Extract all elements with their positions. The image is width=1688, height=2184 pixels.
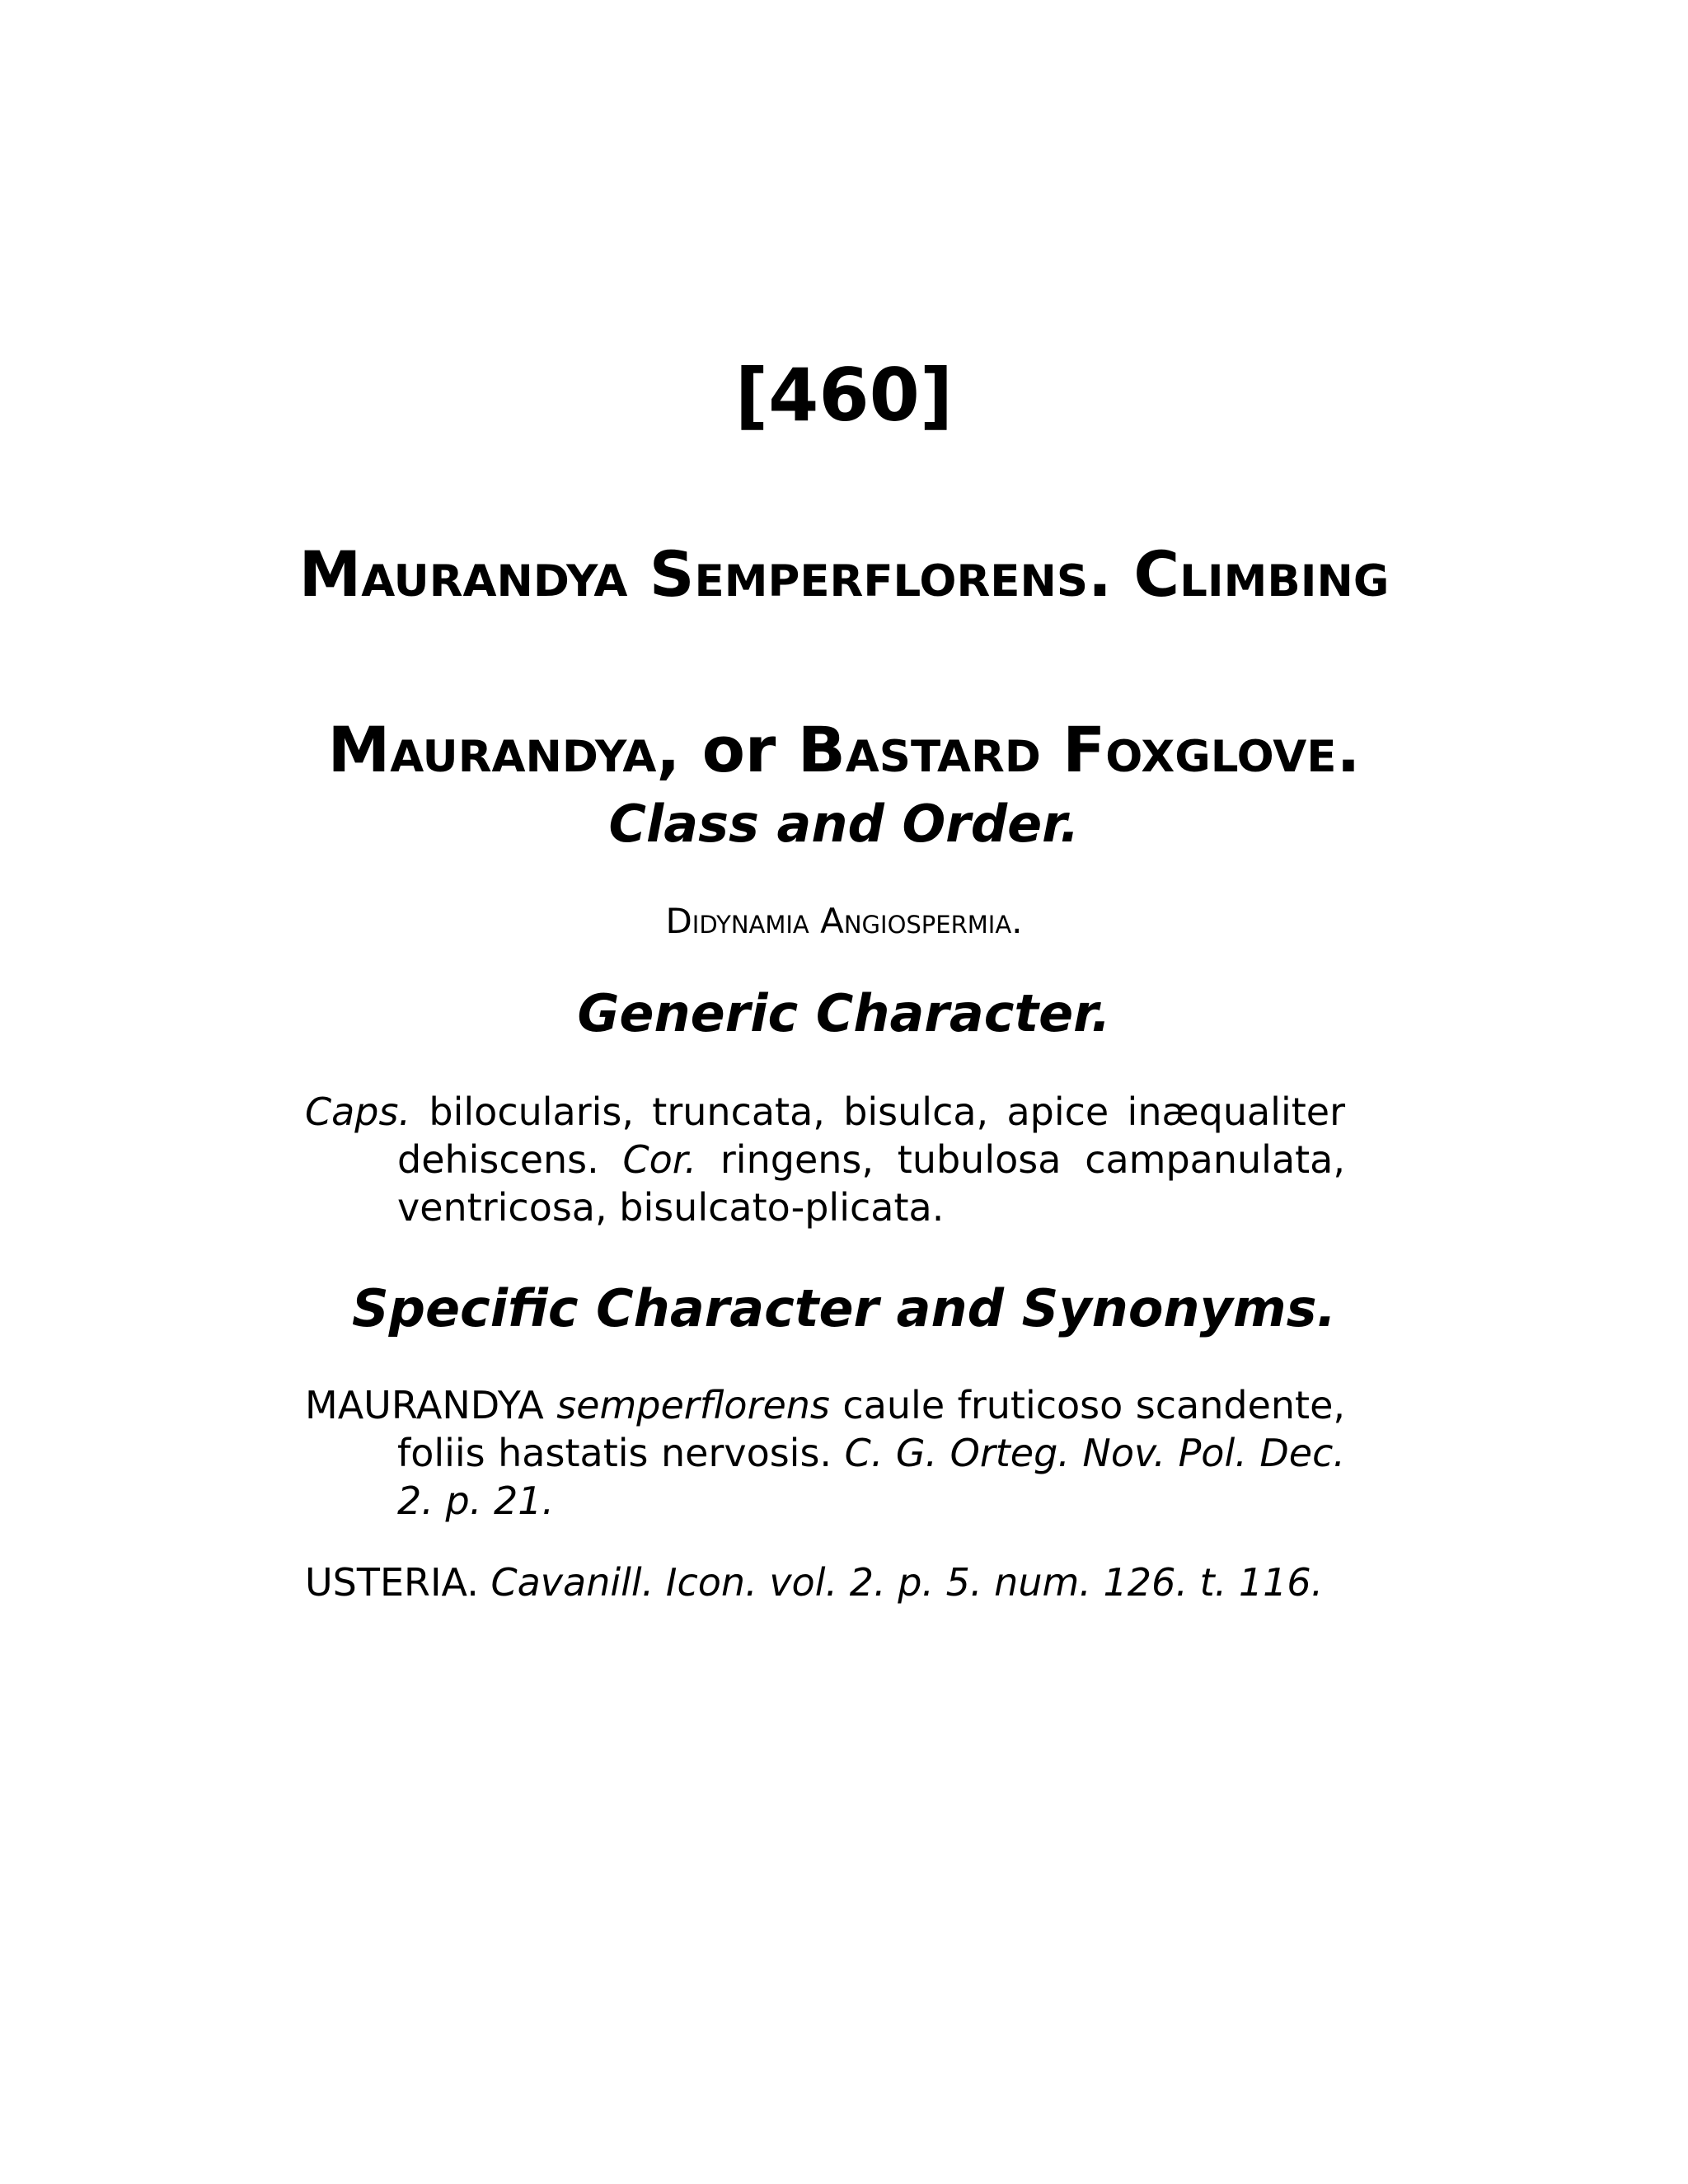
species-reference: C. G. Orteg. Nov. Pol. Dec. 2. p. 21.: [397, 1431, 1345, 1523]
caps-label: Caps.: [305, 1090, 411, 1134]
cor-text: ringens, tubulosa campanulata, ventricosa, bisulcato-plicata.: [397, 1137, 1345, 1230]
specific-character-heading: Specific Character and Synonyms.: [351, 1278, 1337, 1338]
species-name: semperflorens: [556, 1383, 830, 1427]
class-order-value: Didynamia Angiospermia.: [665, 901, 1023, 941]
synonym-reference: Cavanill. Icon. vol. 2. p. 5. num. 126. t. 116.: [490, 1560, 1324, 1605]
cor-label: Cor.: [622, 1137, 697, 1182]
synonym-text: [305, 1558, 1345, 1606]
title-line-2-part-1: Maurandya,: [327, 713, 702, 786]
generic-character-heading: Generic Character.: [577, 983, 1111, 1043]
generic-character-text: [305, 1088, 1345, 1231]
genus-name: MAURANDYA: [305, 1383, 557, 1427]
species-description: caule fruticoso scandente, foliis hastatis nervosis.: [397, 1383, 1345, 1475]
title-line-1: Maurandya Semperflorens. Climbing: [298, 537, 1390, 611]
page-number: [460]: [734, 353, 954, 438]
title-or: or: [701, 713, 776, 786]
synonym-name: USTERIA.: [305, 1560, 491, 1605]
class-order-heading: Class and Order.: [608, 794, 1080, 854]
specific-character-text: [305, 1381, 1345, 1525]
caps-text: bilocularis, truncata, bisulca, apice inæqualiter dehiscens.: [397, 1090, 1345, 1182]
title-line-2-part-2: Bastard Foxglove.: [776, 713, 1361, 786]
plant-title: [165, 486, 1523, 837]
